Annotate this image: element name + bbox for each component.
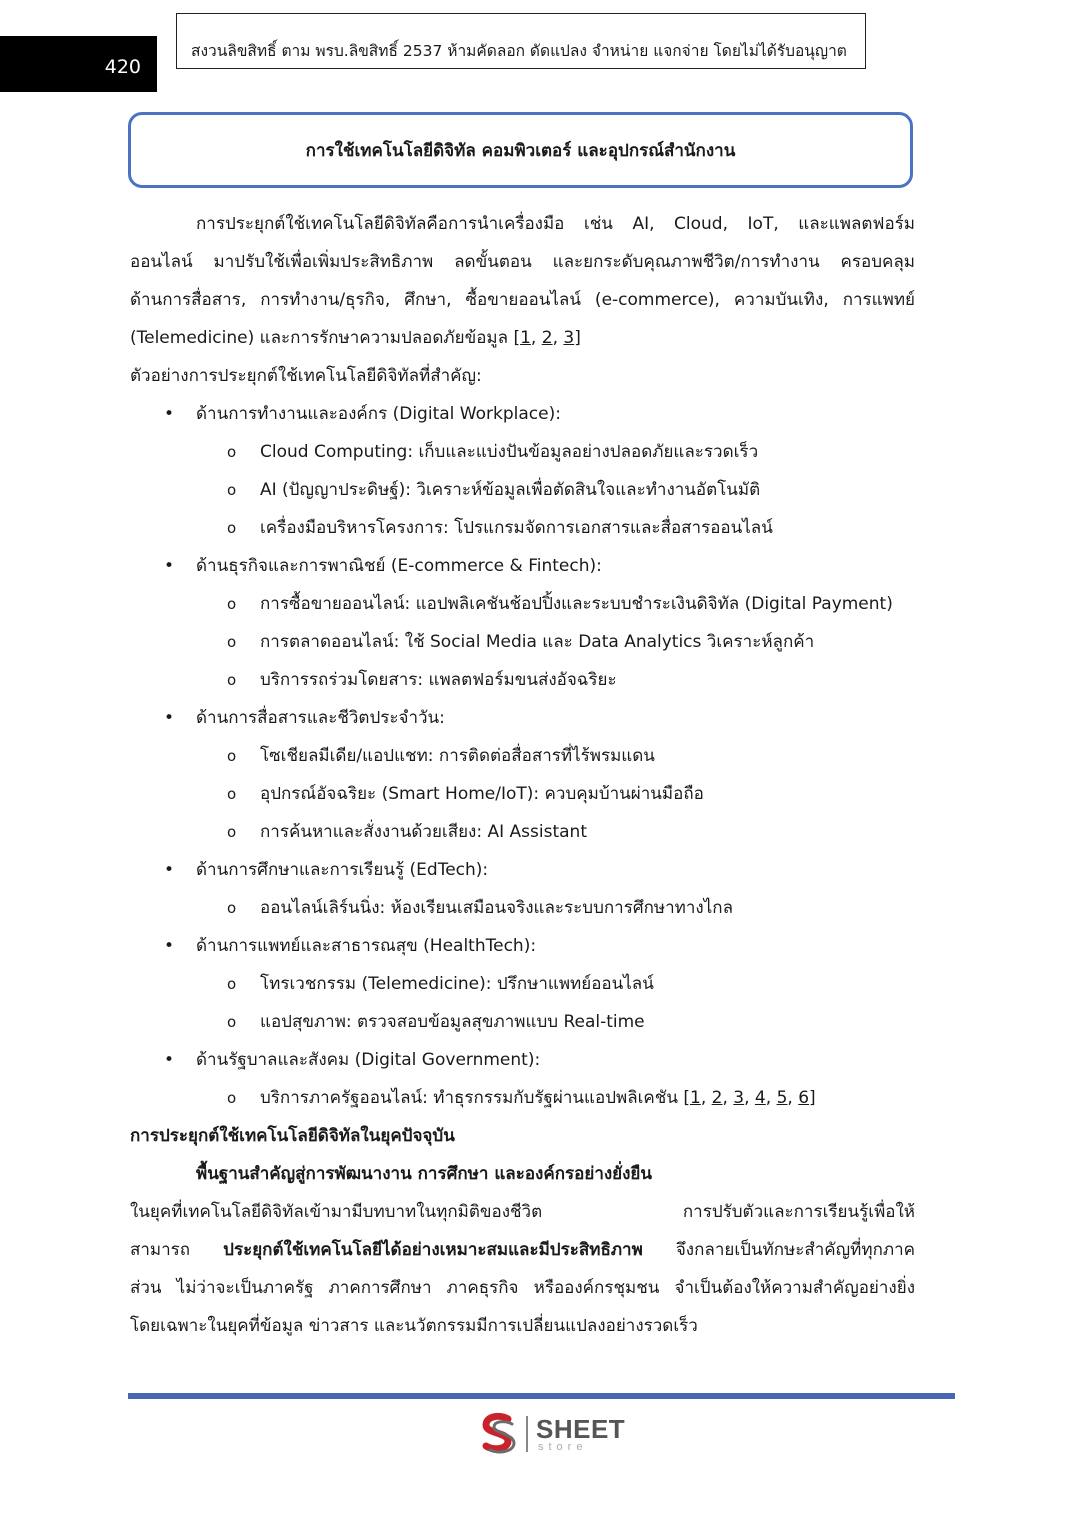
category-label: ด้านการสื่อสารและชีวิตประจำวัน: bbox=[196, 708, 445, 728]
sub-item bbox=[130, 775, 915, 813]
category-item bbox=[130, 547, 915, 585]
sub-item-text: การตลาดออนไลน์: ใช้ Social Media และ Data Analytics วิเคราะห์ลูกค้า bbox=[260, 632, 815, 652]
logo-text: SHEET bbox=[536, 1414, 626, 1444]
examples-heading: ตัวอย่างการประยุกต์ใช้เทคโนโลยีดิจิทัลที่สำคัญ: bbox=[130, 366, 482, 386]
reference-link[interactable]: 2 bbox=[711, 1088, 723, 1108]
sub-item-text: อุปกรณ์อัจฉริยะ (Smart Home/IoT): ควบคุมบ้านผ่านมือถือ bbox=[260, 784, 704, 804]
sub-item-text: แอปสุขภาพ: ตรวจสอบข้อมูลสุขภาพแบบ Real-time bbox=[260, 1012, 645, 1032]
reference-link[interactable]: 1 bbox=[520, 328, 531, 348]
circle-bullet-icon: o bbox=[227, 443, 237, 461]
page-number-box bbox=[0, 36, 157, 92]
bullet-icon: • bbox=[164, 1050, 175, 1070]
sub-item bbox=[130, 623, 915, 661]
category-label: ด้านการศึกษาและการเรียนรู้ (EdTech): bbox=[196, 860, 489, 880]
reference-link[interactable]: 5 bbox=[776, 1088, 788, 1108]
sub-item bbox=[130, 509, 915, 547]
sub-item bbox=[130, 471, 915, 509]
circle-bullet-icon: o bbox=[227, 899, 237, 917]
logo-divider bbox=[526, 1416, 528, 1452]
sub-item bbox=[130, 585, 915, 623]
circle-bullet-icon: o bbox=[227, 481, 237, 499]
sub-item-text: เครื่องมือบริหารโครงการ: โปรแกรมจัดการเอกสารและสื่อสารออนไลน์ bbox=[260, 518, 773, 538]
circle-bullet-icon: o bbox=[227, 975, 237, 993]
sub-item-text: Cloud Computing: เก็บและแบ่งปันข้อมูลอย่างปลอดภัยและรวดเร็ว bbox=[260, 442, 759, 462]
intro-line-1: การประยุกต์ใช้เทคโนโลยีดิจิทัลคือการนำเครื่องมือ เช่น AI, Cloud, IoT, และแพลตฟอร์ม bbox=[196, 214, 915, 234]
section2-subheading: พื้นฐานสำคัญสู่การพัฒนางาน การศึกษา และองค์กรอย่างยั่งยืน bbox=[196, 1164, 653, 1184]
section2-emphasis: ประยุกต์ใช้เทคโนโลยีได้อย่างเหมาะสมและมีประสิทธิภาพ bbox=[223, 1240, 643, 1260]
bullet-icon: • bbox=[164, 860, 175, 880]
circle-bullet-icon: o bbox=[227, 519, 237, 537]
sub-item bbox=[130, 889, 915, 927]
sub-item bbox=[130, 1003, 915, 1041]
bullet-icon: • bbox=[164, 708, 175, 728]
reference-link[interactable]: 1 bbox=[690, 1088, 701, 1108]
sub-item-text: บริการรถร่วมโดยสาร: แพลตฟอร์มขนส่งอัจฉริยะ bbox=[260, 670, 617, 690]
intro-line-4-text: (Telemedicine) และการรักษาความปลอดภัยข้อมูล bbox=[130, 328, 514, 348]
section-title: การใช้เทคโนโลยีดิจิทัล คอมพิวเตอร์ และอุปกรณ์สำนักงาน bbox=[305, 140, 736, 161]
sub-item bbox=[130, 965, 915, 1003]
category-label: ด้านการแพทย์และสาธารณสุข (HealthTech): bbox=[196, 936, 537, 956]
circle-bullet-icon: o bbox=[227, 747, 237, 765]
reference-link[interactable]: 4 bbox=[754, 1088, 766, 1108]
circle-bullet-icon: o bbox=[227, 633, 237, 651]
sub-item-text: การค้นหาและสั่งงานด้วยเสียง: AI Assistant bbox=[260, 822, 587, 842]
section2-line-3: ส่วน ไม่ว่าจะเป็นภาครัฐ ภาคการศึกษา ภาคธุรกิจ หรือองค์กรชุมชน จำเป็นต้องให้ความสำคัญอย่างยิ่ง bbox=[130, 1278, 915, 1298]
category-label: ด้านธุรกิจและการพาณิชย์ (E-commerce & Fintech): bbox=[196, 556, 602, 576]
category-list bbox=[130, 395, 915, 1117]
category-label: ด้านการทำงานและองค์กร (Digital Workplace): bbox=[196, 404, 561, 424]
sub-item bbox=[130, 813, 915, 851]
section-title-box bbox=[128, 112, 913, 188]
reference-link[interactable]: 3 bbox=[733, 1088, 745, 1108]
main-content bbox=[130, 205, 915, 1345]
reference-link[interactable]: 3 bbox=[563, 328, 575, 348]
section2-line-4: โดยเฉพาะในยุคที่ข้อมูล ข่าวสาร และนวัตกรรมมีการเปลี่ยนแปลงอย่างรวดเร็ว bbox=[130, 1316, 698, 1336]
sheet-store-logo bbox=[474, 1410, 634, 1458]
sub-item-text: การซื้อขายออนไลน์: แอปพลิเคชันช้อปปิ้งและระบบชำระเงินดิจิทัล (Digital Payment) bbox=[260, 594, 893, 614]
circle-bullet-icon: o bbox=[227, 595, 237, 613]
circle-bullet-icon: o bbox=[227, 1013, 237, 1031]
category-item bbox=[130, 927, 915, 965]
section2-line-1: ในยุคที่เทคโนโลยีดิจิทัลเข้ามามีบทบาทในทุกมิติของชีวิต การปรับตัวและการเรียนรู้เพื่อให้ bbox=[130, 1202, 915, 1222]
category-item bbox=[130, 699, 915, 737]
footer-divider bbox=[128, 1393, 955, 1399]
intro-line-4: (Telemedicine) และการรักษาความปลอดภัยข้อมูล [1, 2, 3] bbox=[130, 328, 581, 348]
logo-subtext: store bbox=[538, 1441, 588, 1453]
sub-item-text: บริการภาครัฐออนไลน์: ทำธุรกรรมกับรัฐผ่านแอปพลิเคชัน bbox=[260, 1088, 684, 1108]
circle-bullet-icon: o bbox=[227, 1089, 237, 1107]
bullet-icon: • bbox=[164, 556, 175, 576]
page-number: 420 bbox=[104, 56, 141, 78]
reference-link[interactable]: 6 bbox=[798, 1088, 810, 1108]
bullet-icon: • bbox=[164, 404, 175, 424]
intro-line-3: ด้านการสื่อสาร, การทำงาน/ธุรกิจ, ศึกษา, ซื้อขายออนไลน์ (e-commerce), ความบันเทิง, การแพทย์ bbox=[130, 290, 915, 310]
intro-line-2: ออนไลน์ มาปรับใช้เพื่อเพิ่มประสิทธิภาพ ลดขั้นตอน และยกระดับคุณภาพชีวิต/การทำงาน ครอบคลุม bbox=[130, 252, 915, 272]
sub-item bbox=[130, 661, 915, 699]
circle-bullet-icon: o bbox=[227, 823, 237, 841]
sub-item-text: โทรเวชกรรม (Telemedicine): ปรึกษาแพทย์ออนไลน์ bbox=[260, 974, 654, 994]
circle-bullet-icon: o bbox=[227, 785, 237, 803]
category-label: ด้านรัฐบาลและสังคม (Digital Government): bbox=[196, 1050, 541, 1070]
reference-link[interactable]: 2 bbox=[541, 328, 553, 348]
section2-line-2-pre: สามารถ bbox=[130, 1240, 224, 1260]
sub-item: o บริการภาครัฐออนไลน์: ทำธุรกรรมกับรัฐผ่านแอปพลิเคชัน [1, 2, 3, 4, 5, 6] bbox=[130, 1079, 915, 1117]
sub-item bbox=[130, 433, 915, 471]
sub-item bbox=[130, 737, 915, 775]
sub-item-text: โซเชียลมีเดีย/แอปแชท: การติดต่อสื่อสารที่ไร้พรมแดน bbox=[260, 746, 655, 766]
section2-heading: การประยุกต์ใช้เทคโนโลยีดิจิทัลในยุคปัจจุบัน bbox=[130, 1126, 455, 1146]
category-item bbox=[130, 851, 915, 889]
copyright-notice-box bbox=[176, 13, 866, 69]
category-item bbox=[130, 1041, 915, 1079]
category-item bbox=[130, 395, 915, 433]
section2-line-2 bbox=[130, 1231, 915, 1269]
copyright-notice: สงวนลิขสิทธิ์ ตาม พรบ.ลิขสิทธิ์ 2537 ห้ามคัดลอก ดัดแปลง จำหน่าย แจกจ่าย โดยไม่ได้รับอนุญาต bbox=[191, 41, 847, 60]
sub-item-text: ออนไลน์เลิร์นนิ่ง: ห้องเรียนเสมือนจริงและระบบการศึกษาทางไกล bbox=[260, 898, 733, 918]
sub-item-text: AI (ปัญญาประดิษฐ์): วิเคราะห์ข้อมูลเพื่อตัดสินใจและทำงานอัตโนมัติ bbox=[260, 480, 761, 500]
bullet-icon: • bbox=[164, 936, 175, 956]
circle-bullet-icon: o bbox=[227, 671, 237, 689]
sheet-store-s-icon bbox=[474, 1410, 522, 1458]
section2-line-2-post: จึงกลายเป็นทักษะสำคัญที่ทุกภาค bbox=[642, 1240, 915, 1260]
